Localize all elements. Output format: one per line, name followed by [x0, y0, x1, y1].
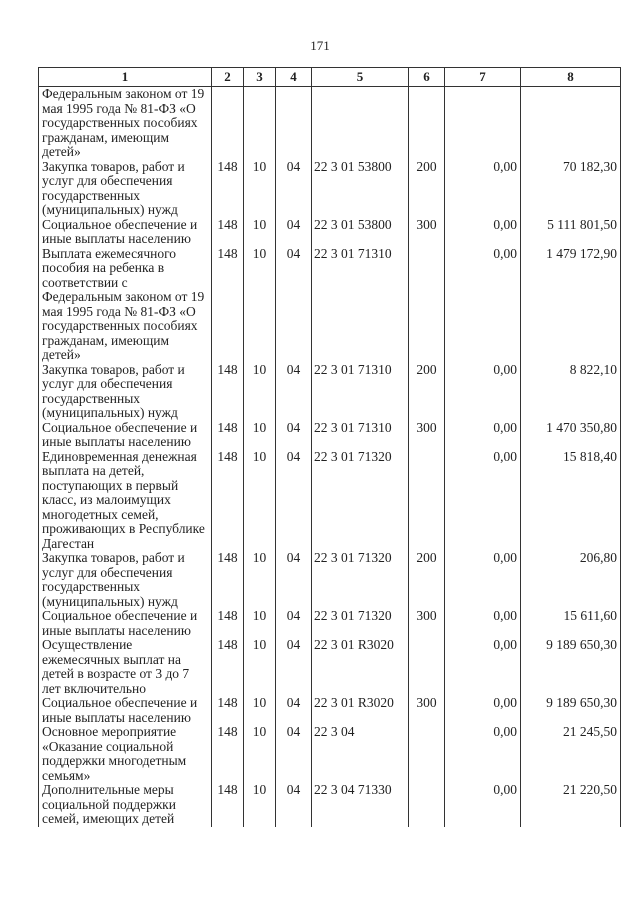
table-row [39, 218, 621, 247]
row-admin-code: 148 [212, 551, 244, 609]
table-row [39, 696, 621, 725]
budget-table [38, 67, 621, 827]
row-target-article: 22 3 01 53800 [312, 160, 409, 218]
row-admin-code: 148 [212, 160, 244, 218]
row-admin-code: 148 [212, 638, 244, 696]
row-admin-code: 148 [212, 450, 244, 552]
row-subsection: 04 [276, 725, 312, 783]
row-value-8: 8 822,10 [521, 363, 621, 421]
row-admin-code: 148 [212, 218, 244, 247]
col-header-1: 1 [39, 68, 212, 87]
row-value-7: 0,00 [445, 421, 521, 450]
row-value-7: 0,00 [445, 783, 521, 827]
row-subsection: 04 [276, 247, 312, 363]
row-section: 10 [244, 218, 276, 247]
row-admin-code: 148 [212, 363, 244, 421]
row-name: Дополнительные меры социальной поддержки семей, имеющих детей [39, 783, 212, 827]
row-name: Основное мероприятие «Оказание социальной поддержки многодетным семьям» [39, 725, 212, 783]
row-subsection [276, 87, 312, 160]
row-section: 10 [244, 725, 276, 783]
row-subsection: 04 [276, 783, 312, 827]
row-name: Социальное обеспечение и иные выплаты населению [39, 421, 212, 450]
row-target-article: 22 3 01 71310 [312, 247, 409, 363]
table-row [39, 160, 621, 218]
row-admin-code: 148 [212, 696, 244, 725]
row-value-7: 0,00 [445, 160, 521, 218]
table-row [39, 638, 621, 696]
col-header-5: 5 [312, 68, 409, 87]
row-section: 10 [244, 247, 276, 363]
row-expense-type: 200 [409, 363, 445, 421]
row-subsection: 04 [276, 638, 312, 696]
row-target-article: 22 3 01 R3020 [312, 696, 409, 725]
row-value-8: 1 470 350,80 [521, 421, 621, 450]
row-value-8: 9 189 650,30 [521, 638, 621, 696]
col-header-7: 7 [445, 68, 521, 87]
table-row [39, 725, 621, 783]
col-header-3: 3 [244, 68, 276, 87]
row-section: 10 [244, 609, 276, 638]
row-name: Выплата ежемесячного пособия на ребенка в соответствии с Федеральным законом от 19 мая 1995 года № 81-ФЗ «О государственных пособиях гражданам, имеющим детей» [39, 247, 212, 363]
row-name: Закупка товаров, работ и услуг для обеспечения государственных (муниципальных) нужд [39, 160, 212, 218]
row-section: 10 [244, 638, 276, 696]
row-value-8: 15 818,40 [521, 450, 621, 552]
row-value-8: 21 245,50 [521, 725, 621, 783]
row-value-7: 0,00 [445, 247, 521, 363]
row-value-8: 1 479 172,90 [521, 247, 621, 363]
table-row [39, 609, 621, 638]
row-target-article: 22 3 01 71320 [312, 551, 409, 609]
row-value-7: 0,00 [445, 696, 521, 725]
row-section: 10 [244, 783, 276, 827]
row-target-article [312, 87, 409, 160]
row-name: Закупка товаров, работ и услуг для обеспечения государственных (муниципальных) нужд [39, 363, 212, 421]
row-name: Федеральным законом от 19 мая 1995 года № 81-ФЗ «О государственных пособиях гражданам, имеющим детей» [39, 87, 212, 160]
col-header-8: 8 [521, 68, 621, 87]
row-value-8: 70 182,30 [521, 160, 621, 218]
table-row [39, 450, 621, 552]
row-target-article: 22 3 01 53800 [312, 218, 409, 247]
row-expense-type: 200 [409, 551, 445, 609]
row-expense-type [409, 247, 445, 363]
col-header-4: 4 [276, 68, 312, 87]
row-expense-type: 200 [409, 160, 445, 218]
row-expense-type [409, 450, 445, 552]
row-value-7: 0,00 [445, 609, 521, 638]
row-section: 10 [244, 551, 276, 609]
row-value-8: 5 111 801,50 [521, 218, 621, 247]
row-admin-code: 148 [212, 421, 244, 450]
row-subsection: 04 [276, 421, 312, 450]
col-header-6: 6 [409, 68, 445, 87]
row-section: 10 [244, 696, 276, 725]
row-admin-code: 148 [212, 725, 244, 783]
table-row [39, 363, 621, 421]
row-name: Социальное обеспечение и иные выплаты населению [39, 218, 212, 247]
row-expense-type: 300 [409, 421, 445, 450]
row-name: Единовременная денежная выплата на детей, поступающих в первый класс, из малоимущих многодетных семей, проживающих в Республике Дагестан [39, 450, 212, 552]
row-value-8: 15 611,60 [521, 609, 621, 638]
table-row [39, 551, 621, 609]
table-row [39, 421, 621, 450]
row-admin-code: 148 [212, 783, 244, 827]
row-section: 10 [244, 160, 276, 218]
row-target-article: 22 3 01 R3020 [312, 638, 409, 696]
row-expense-type [409, 725, 445, 783]
row-value-7: 0,00 [445, 638, 521, 696]
row-value-7: 0,00 [445, 725, 521, 783]
row-admin-code: 148 [212, 609, 244, 638]
row-admin-code [212, 87, 244, 160]
col-header-2: 2 [212, 68, 244, 87]
row-expense-type: 300 [409, 609, 445, 638]
row-value-8: 21 220,50 [521, 783, 621, 827]
row-subsection: 04 [276, 696, 312, 725]
row-subsection: 04 [276, 160, 312, 218]
row-subsection: 04 [276, 450, 312, 552]
row-target-article: 22 3 01 71320 [312, 609, 409, 638]
row-expense-type: 300 [409, 218, 445, 247]
row-value-7: 0,00 [445, 218, 521, 247]
row-expense-type: 300 [409, 696, 445, 725]
row-value-8 [521, 87, 621, 160]
row-subsection: 04 [276, 551, 312, 609]
row-subsection: 04 [276, 609, 312, 638]
row-value-7: 0,00 [445, 450, 521, 552]
row-target-article: 22 3 01 71310 [312, 421, 409, 450]
row-value-7: 0,00 [445, 551, 521, 609]
row-expense-type [409, 87, 445, 160]
row-value-7: 0,00 [445, 363, 521, 421]
row-target-article: 22 3 01 71320 [312, 450, 409, 552]
row-name: Социальное обеспечение и иные выплаты населению [39, 696, 212, 725]
row-section: 10 [244, 421, 276, 450]
row-name: Социальное обеспечение и иные выплаты населению [39, 609, 212, 638]
table-row [39, 247, 621, 363]
row-value-8: 9 189 650,30 [521, 696, 621, 725]
row-subsection: 04 [276, 363, 312, 421]
row-value-8: 206,80 [521, 551, 621, 609]
row-target-article: 22 3 01 71310 [312, 363, 409, 421]
row-name: Закупка товаров, работ и услуг для обеспечения государственных (муниципальных) нужд [39, 551, 212, 609]
row-admin-code: 148 [212, 247, 244, 363]
row-subsection: 04 [276, 218, 312, 247]
header-row [39, 68, 621, 87]
row-section: 10 [244, 450, 276, 552]
row-expense-type [409, 783, 445, 827]
row-value-7 [445, 87, 521, 160]
table-row [39, 87, 621, 160]
table-row [39, 783, 621, 827]
row-target-article: 22 3 04 [312, 725, 409, 783]
row-name: Осуществление ежемесячных выплат на детей в возрасте от 3 до 7 лет включительно [39, 638, 212, 696]
row-target-article: 22 3 04 71330 [312, 783, 409, 827]
row-section: 10 [244, 363, 276, 421]
page-number: 171 [310, 38, 330, 53]
row-expense-type [409, 638, 445, 696]
row-section [244, 87, 276, 160]
